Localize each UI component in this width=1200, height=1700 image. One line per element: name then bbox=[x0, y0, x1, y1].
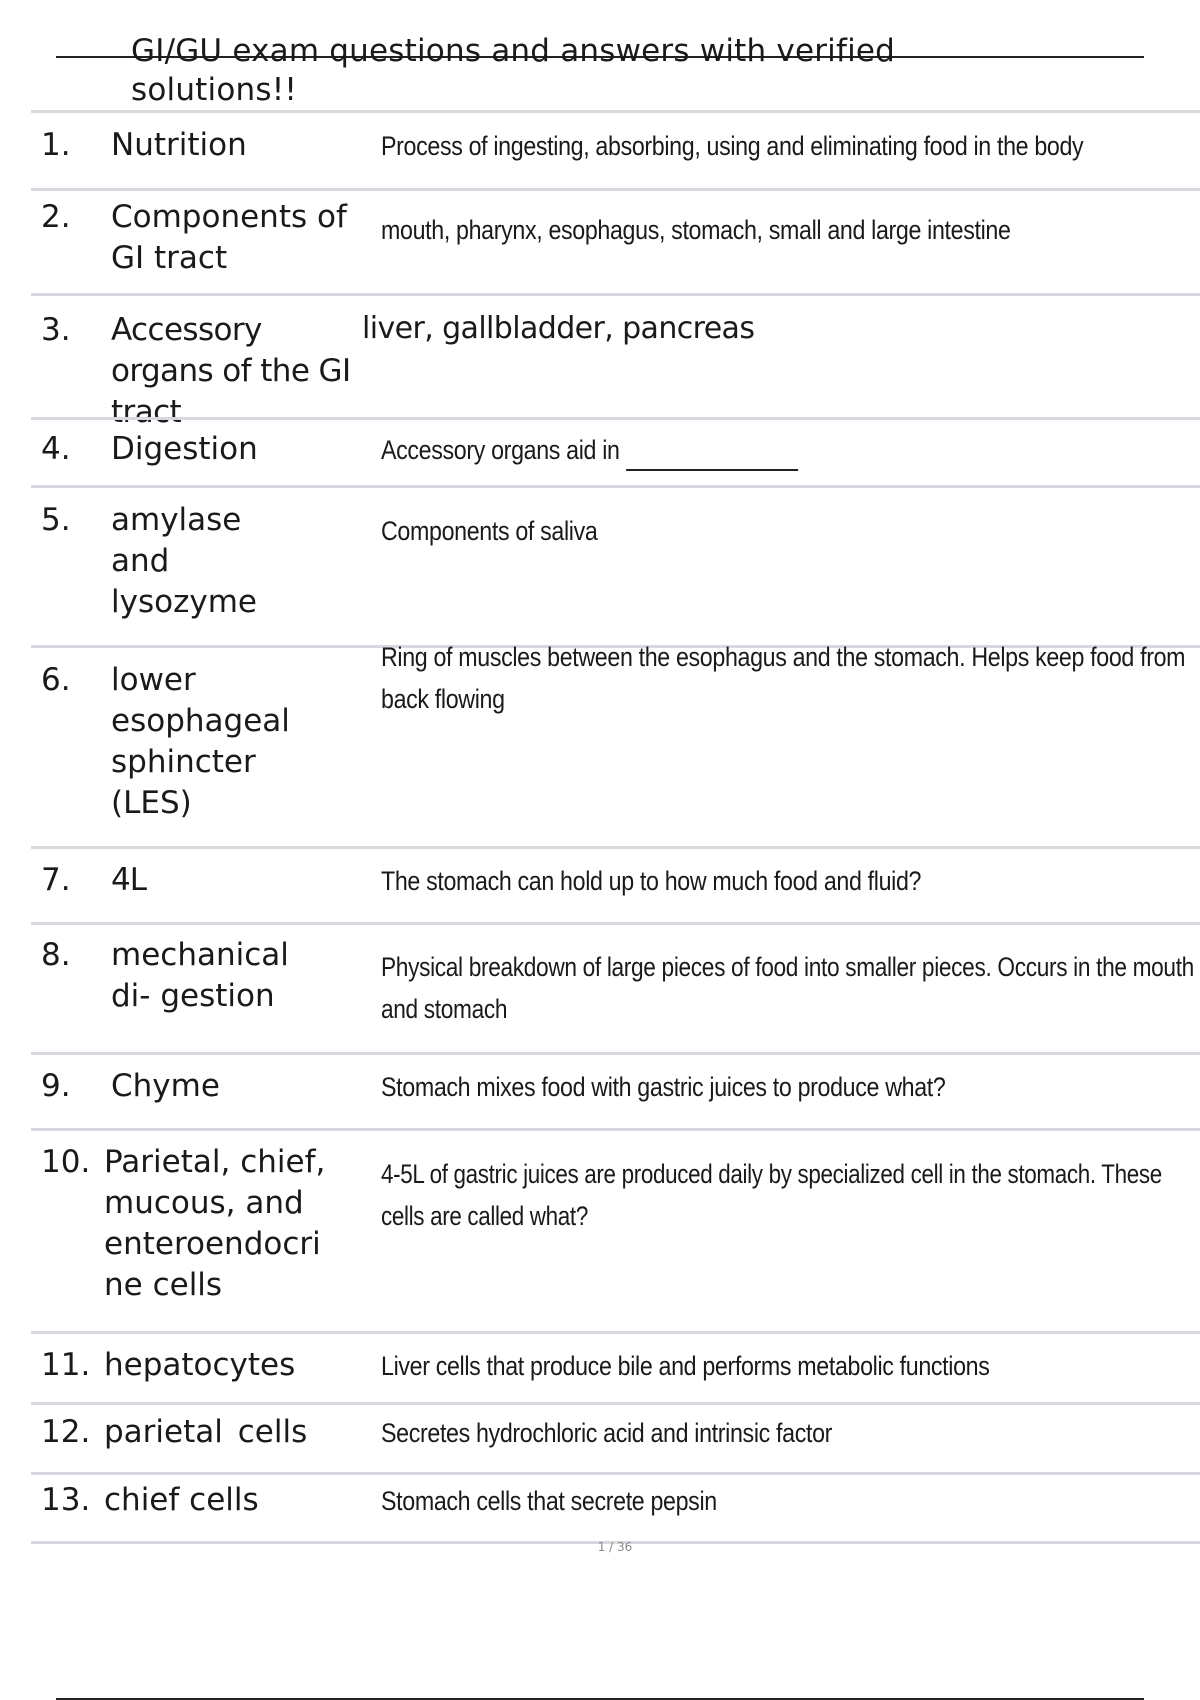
row-definition: liver, gallbladder, pancreas bbox=[362, 311, 755, 346]
row-number: 3. bbox=[41, 312, 71, 348]
table-row bbox=[31, 417, 1200, 485]
row-number: 2. bbox=[41, 199, 71, 235]
row-number: 13. bbox=[41, 1482, 91, 1518]
row-term: hepatocytes bbox=[104, 1347, 296, 1383]
table-row bbox=[31, 293, 1200, 430]
title-line-1: GI/GU exam questions and answers with verified bbox=[131, 33, 896, 69]
row-term: chief cells bbox=[104, 1482, 259, 1518]
row-definition: mouth, pharynx, esophagus, stomach, small and large intestine bbox=[381, 215, 1011, 245]
row-definition: Liver cells that produce bile and performs metabolic functions bbox=[381, 1351, 990, 1381]
row-definition: Stomach mixes food with gastric juices to produce what? bbox=[381, 1072, 946, 1102]
table-row bbox=[31, 188, 1200, 293]
row-term: Parietal, chief, mucous, and enteroendocri ne cells bbox=[104, 1144, 326, 1303]
page-number: 1 / 36 bbox=[597, 1540, 633, 1554]
row-term: amylase and lysozyme bbox=[111, 502, 257, 620]
document-title bbox=[131, 32, 1031, 110]
table-row bbox=[31, 485, 1200, 645]
row-term: Components of GI tract bbox=[111, 199, 347, 276]
row-term: 4L bbox=[111, 862, 146, 898]
row-definition: The stomach can hold up to how much food and fluid? bbox=[381, 866, 922, 896]
row-term: Digestion bbox=[111, 431, 258, 467]
row-definition: Components of saliva bbox=[381, 516, 598, 546]
table-row bbox=[31, 1402, 1200, 1472]
row-number: 5. bbox=[41, 502, 71, 538]
table-row bbox=[31, 642, 1200, 846]
row-term: Chyme bbox=[111, 1068, 220, 1104]
flashcard-table bbox=[31, 110, 1200, 1544]
table-row bbox=[31, 1052, 1200, 1128]
row-term: Accessory organs of the GI tract bbox=[111, 312, 351, 430]
row-term: parietal cells bbox=[104, 1414, 308, 1450]
table-row bbox=[31, 922, 1200, 1052]
row-term: lower esophageal sphincter (LES) bbox=[111, 662, 290, 821]
table-row bbox=[31, 1472, 1200, 1544]
row-number: 6. bbox=[41, 662, 71, 698]
title-line-2: solutions!! bbox=[131, 72, 297, 108]
row-number: 7. bbox=[41, 862, 71, 898]
fill-in-blank bbox=[626, 441, 798, 471]
table-row bbox=[31, 1331, 1200, 1402]
row-number: 1. bbox=[41, 127, 71, 163]
table-row bbox=[31, 846, 1200, 922]
row-number: 12. bbox=[41, 1414, 91, 1450]
row-definition bbox=[381, 429, 1200, 471]
row-definition: Secretes hydrochloric acid and intrinsic factor bbox=[381, 1418, 833, 1448]
row-number: 9. bbox=[41, 1068, 71, 1104]
row-definition: Stomach cells that secrete pepsin bbox=[381, 1486, 717, 1516]
row-number: 4. bbox=[41, 431, 71, 467]
table-row bbox=[31, 110, 1200, 188]
definition-text: Accessory organs aid in bbox=[381, 435, 620, 465]
row-definition: 4-5L of gastric juices are produced daily by specialized cell in the stomach. These cells are called what? bbox=[381, 1159, 1162, 1231]
row-number: 8. bbox=[41, 937, 71, 973]
row-number: 10. bbox=[41, 1144, 91, 1180]
table-row bbox=[31, 1128, 1200, 1331]
row-term: Nutrition bbox=[111, 127, 247, 163]
row-definition: Ring of muscles between the esophagus and the stomach. Helps keep food from back flowing bbox=[381, 642, 1186, 714]
row-term: mechanical di- gestion bbox=[111, 937, 289, 1014]
row-definition: Physical breakdown of large pieces of food into smaller pieces. Occurs in the mouth and stomach bbox=[381, 952, 1194, 1024]
row-definition: Process of ingesting, absorbing, using and eliminating food in the body bbox=[381, 131, 1084, 161]
row-number: 11. bbox=[41, 1347, 91, 1383]
